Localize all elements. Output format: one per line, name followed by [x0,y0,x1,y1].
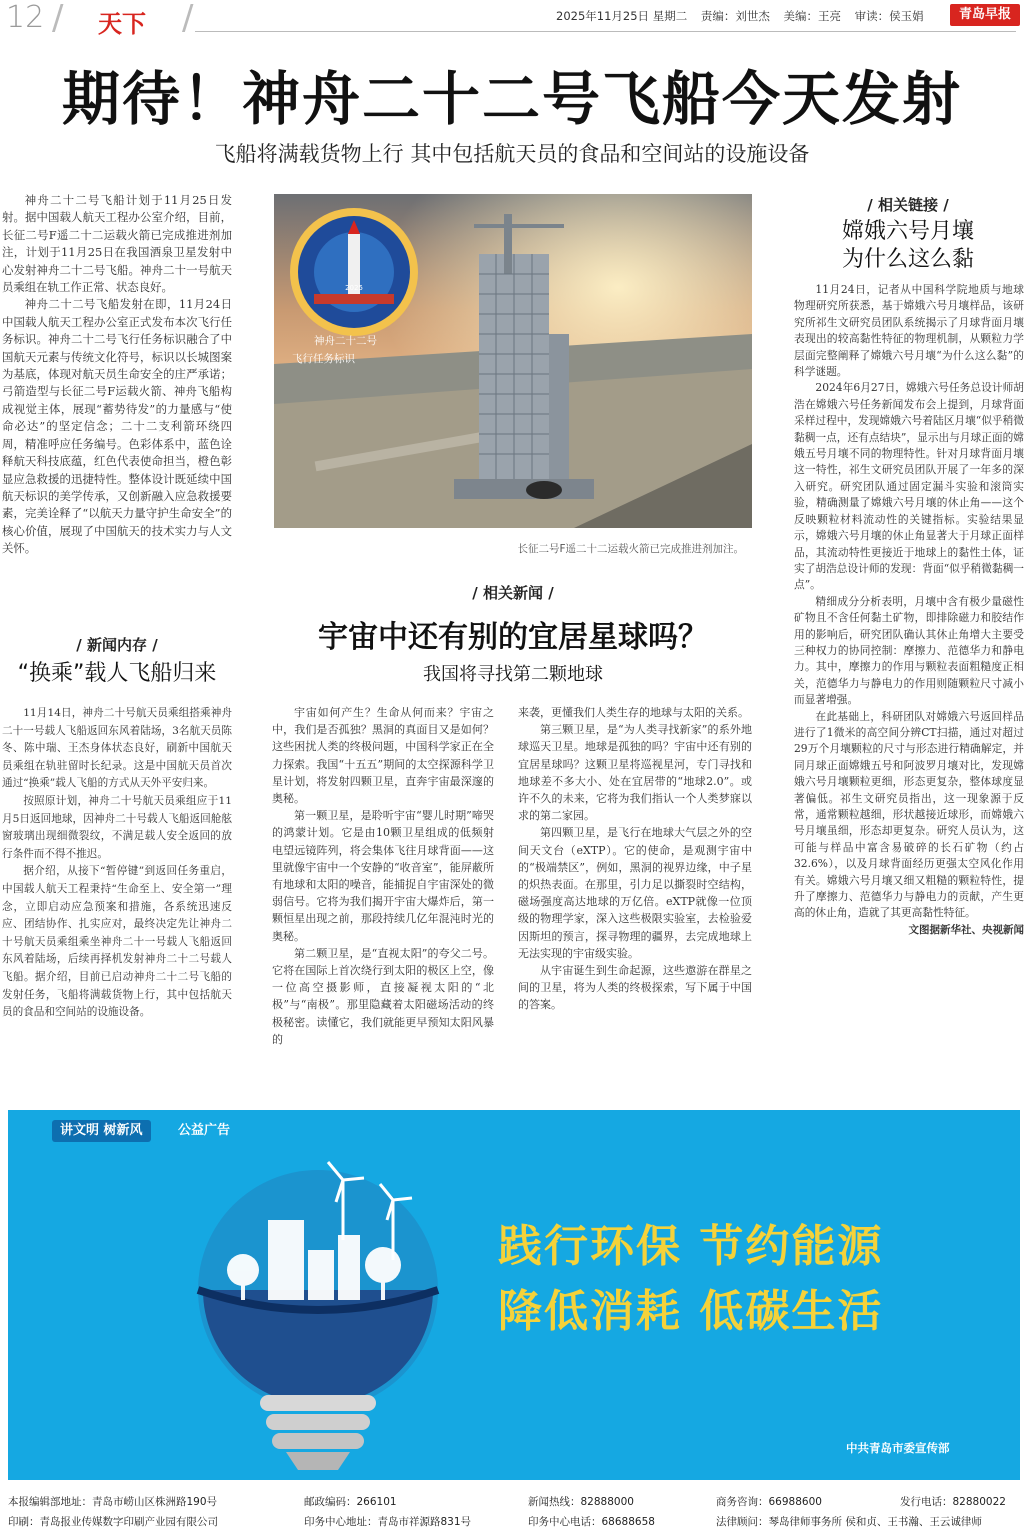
newspaper-logo: 青岛早报 [950,4,1020,26]
related-link-tag: / 相关链接 / [867,196,949,214]
header-rule [195,31,1016,32]
related-link-paragraph: 在此基础上，科研团队对嫦娥六号返回样品进行了1微米的高空间分辨CT扫描，通过对超过29万个月壤颗粒的尺寸与形态进行精确解定，并同月球正面嫦娥五号和阿波罗月壤对比，发现嫦娥六号月壤颗粒更细，形态更复杂，整体球度显著偏低。祁生文研究员指出，这一现象源于反常，通常颗粒越细，形状越接近球形，而嫦娥六号月壤虽细，形态却更复杂。研究人员认为，这可能与样品中富含易破碎的长石矿物（约占32.6%），以及月球背面经历更强太空风化作用有关。嫦娥六号月壤又细又粗糙的颗粒特性，提升了摩擦力、范德华力与静电力的贡献，产生更高的休止角，造就了其更高黏性特征。 [794,709,1024,920]
lead-article [2,192,232,558]
header-divider: / [52,0,64,38]
launch-tower-illustration [274,194,752,528]
related-news-col2 [518,704,752,1014]
related-news-paragraph: 来袭，更懂我们人类生存的地球与太阳的关系。 [518,706,749,719]
news-inside-paragraph: 按照原计划，神舟二十号航天员乘组应于11月5日返回地球，因神舟二十号载人飞船返回舱舷窗玻璃出现细微裂纹，不满足载人安全返回的放行条件而不得不推迟。 [2,794,232,860]
news-inside-paragraph: 11月14日，神舟二十号航天员乘组搭乘神舟二十一号载人飞船返回东风着陆场，3名航天员陈冬、陈中瑞、王杰身体状态良好，刷新中国航天员乘组在轨驻留时长纪录。这是中国航天员首次通过“换乘”载人飞船的方式从天外平安归来。 [2,707,232,790]
launch-tower-photo [274,194,752,528]
footer-postcode: 邮政编码：266101 [304,1496,397,1508]
ad-slogan-2: 降低消耗 低碳生活 [498,1286,884,1337]
page-number: 12 [6,0,45,35]
page-footer [0,1482,1024,1531]
news-inside-paragraph: 据介绍，从接下“暂停键”到返回任务重启，中国载人航天工程秉持“生命至上、安全第一”理念，立即启动应急预案和措施，各系统迅速反应、团结协作、扎实应对，最终决定先让神舟二十号航天员乘组乘坐神舟二十一号载人飞船返回东风着陆场，后续再择机发射神舟二十二号载人飞船。据介绍，目前已启动神舟二十二号飞船的发射任务，飞船将满载货物上行，其中包括航天员的食品和空间站的设施设备。 [2,865,232,1019]
ad-label: 讲文明 树新风 [52,1120,151,1142]
public-service-ad [8,1110,1020,1480]
related-link-title [794,218,1022,274]
footer-business-phone: 商务咨询：66988600 [716,1496,822,1508]
emblem-caption-line1: 神舟二十二号 [314,335,377,347]
related-news-paragraph: 宇宙如何产生？生命从何而来？宇宙之中，我们是否孤独？黑洞的真面目又是如何？这些困扰人类的终极问题，中国科学家正在全力探索。我国“十五五”期间的太空探源科学卫星计划，将发射四颗卫星，直奔宇宙最深邃的奥秘。 [272,706,494,806]
headline-title: 期待！神舟二十二号飞船今天发射 [61,65,962,133]
news-inside-title: “换乘”载人飞船归来 [17,661,217,686]
header-meta [556,8,934,24]
footer-address: 本报编辑部地址：青岛市崂山区株洲路190号 [8,1496,218,1508]
related-news-paragraph: 从宇宙诞生到生命起源，这些遨游在群星之间的卫星，将为人类的终极探索，写下属于中国的答案。 [518,964,752,1012]
lead-paragraph: 神舟二十二号飞船发射在即，11月24日中国载人航天工程办公室正式发布本次飞行任务标识。神舟二十二号飞行任务标识融合了中国航天元素与传统文化符号，标识以长城图案为基底，体现对航天员生命安全的庄严承诺；弓箭造型与长征二号F运载火箭、神舟飞船构成视觉主体，展现“蓄势待发”的力量感与“使命必达”的坚定信念；二十二支利箭环绕四周，精准呼应任务编号。色彩体系中，蓝色诠释航天科技底蕴，红色代表使命担当，橙色彰显应急救援的迅捷特性。整体设计既延续中国航天标识的美学传承，又创新融入应急救援要素，完美诠释了“以航天力量守护生命安全”的核心价值，展现了中国航天的技术实力与人文关怀。 [2,297,232,556]
related-news-paragraph: 第三颗卫星，是“为人类寻找新家”的系外地球巡天卫星。地球是孤独的吗？宇宙中还有别的宜居星球吗？这颗卫星将巡视星河，专门寻找和地球差不多大小、处在宜居带的“地球2.0”。或许不久的未来，它将为我们指认一个人类梦寐以求的第二家园。 [518,723,752,823]
news-inside-body [2,705,232,1022]
related-link-title-line: 为什么这么黏 [841,247,974,272]
related-news-title: 宇宙中还有别的宜居星球吗？ [318,620,708,655]
issue-date: 2025年11月25日 星期二 [556,9,688,23]
footer-print-center-address: 印务中心地址：青岛市祥源路831号 [304,1516,472,1528]
related-link-title-line: 嫦娥六号月壤 [841,219,974,244]
lightbulb-icon [168,1140,468,1480]
proofreader-credit: 审读：侯玉娟 [854,9,924,23]
ad-category: 公益广告 [178,1123,231,1138]
photo-caption: 长征二号F遥二十二运载火箭已完成推进剂加注。 [517,543,744,555]
news-inside-tag: / 新闻内存 / [76,636,158,654]
related-link-body [794,282,1024,938]
ad-sponsor: 中共青岛市委宣传部 [846,1441,950,1455]
related-news-subtitle: 我国将寻找第二颗地球 [423,664,603,685]
footer-print-center-phone: 印务中心电话：68688658 [528,1516,655,1528]
related-link-paragraph: 精细成分分析表明，月壤中含有极少量磁性矿物且不含任何黏土矿物，即排除磁力和胶结作用的影响后，研究团队确认其休止角增大主要受三种权力的协同控制：摩擦力、范德华力和静电力。其中，摩擦力的作用与颗粒表面粗糙度正相关，范德华力与静电力的作用则随颗粒尺寸减小而显著增强。 [794,594,1024,707]
ad-slogan-1: 践行环保 节约能源 [498,1221,884,1272]
editor-credit: 责编：刘世杰 [700,9,770,23]
related-news-paragraph: 第二颗卫星，是“直视太阳”的夸父二号。它将在国际上首次绕行到太阳的极区上空，像一位高空摄影师，直接凝视太阳的“北极”与“南极”。那里隐藏着太阳磁场活动的终极秘密。读懂它，我们就能更早预知太阳风暴的 [272,946,494,1046]
related-news-col1 [272,704,494,1048]
related-link-paragraph: 2024年6月27日，嫦娥六号任务总设计师胡浩在嫦娥六号任务新闻发布会上提到，月球背面采样过程中，发现嫦娥六号着陆区月壤“似乎稍微黏稠一点，还有点结块”，显示出与月球正面的嫦娥五号月壤不同的物理特性。针对月球背面月壤这一特性，祁生文研究员团队开展了一年多的深入研究。研究团队通过固定漏斗实验和滚筒实验，精确测量了嫦娥六号月壤的休止角——这个反映颗粒材料流动性的关键指标。实验结果显示，嫦娥六号月壤的休止角显著大于月球正面样品，其流动特性更接近于地球上的黏性土体，证实了胡浩总设计师的发现：背面“似乎稍微黏稠一点”。 [794,381,1024,592]
art-editor-credit: 美编：王亮 [783,9,842,23]
related-news-tag: / 相关新闻 / [472,584,554,602]
related-link-paragraph: 11月24日，记者从中国科学院地质与地球物理研究所获悉，基于嫦娥六号月壤样品，该研究所祁生文研究员团队系统揭示了月球背面月壤表现出的较高黏性特征的物理机制，从颗粒力学层面完整阐释了嫦娥六号月壤“为什么这么黏”的科学谜题。 [794,283,1024,379]
emblem-caption-line2: 飞行任务标识 [292,353,355,365]
footer-news-hotline: 新闻热线：82888000 [528,1496,634,1508]
related-news-paragraph: 第四颗卫星，是飞行在地球大气层之外的空间天文台（eXTP）。它的使命，是观测宇宙中的“极端禁区”，例如，黑洞的视界边缘，中子星的炽热表面。在那里，引力足以撕裂时空结构，磁场强度高达地球的万亿倍。eXTP就像一位顶级的物理学家，深入这些极限实验室，去检验爱因斯坦的预言，探寻物理的疆界，去完成地球上无法实现的宇宙级实验。 [518,826,752,960]
footer-distribution-phone: 发行电话：82880022 [900,1496,1006,1508]
section-name: 天下 [98,10,146,38]
mission-emblem [290,208,418,336]
emblem-year: 2025 [345,284,363,292]
lead-paragraph: 神舟二十二号飞船计划于11月25日发射。据中国载人航天工程办公室介绍，目前，长征二号F遥二十二运载火箭已完成推进剂加注，计划于11月25日在我国酒泉卫星发射中心发射神舟二十二号飞船。神舟二十一号航天员乘组在轨工作正常、状态良好。 [2,193,232,295]
footer-legal-counsel: 法律顾问：琴岛律师事务所 侯和贞、王书瀚、王云诚律师 [716,1516,982,1528]
headline-subtitle: 飞船将满载货物上行 其中包括航天员的食品和空间站的设施设备 [214,142,810,166]
article-source: 文图据新华社、央视新闻 [908,923,1024,936]
header-divider: / [182,0,194,38]
related-news-paragraph: 第一颗卫星，是聆听宇宙“婴儿时期”啼哭的鸿蒙计划。它是由10颗卫星组成的低频射电望远镜阵列，将会集体飞往月球背面——这里就像宇宙中一个安静的“收音室”，能屏蔽所有地球和太阳的噪音，能捕捉自宇宙深处的微弱信号。它将为我们揭开宇宙大爆炸后，第一颗恒星出现之前，那段持续几亿年混沌时光的奥秘。 [272,809,494,943]
footer-printer: 印刷：青岛报业传媒数字印刷产业园有限公司 [8,1516,218,1528]
